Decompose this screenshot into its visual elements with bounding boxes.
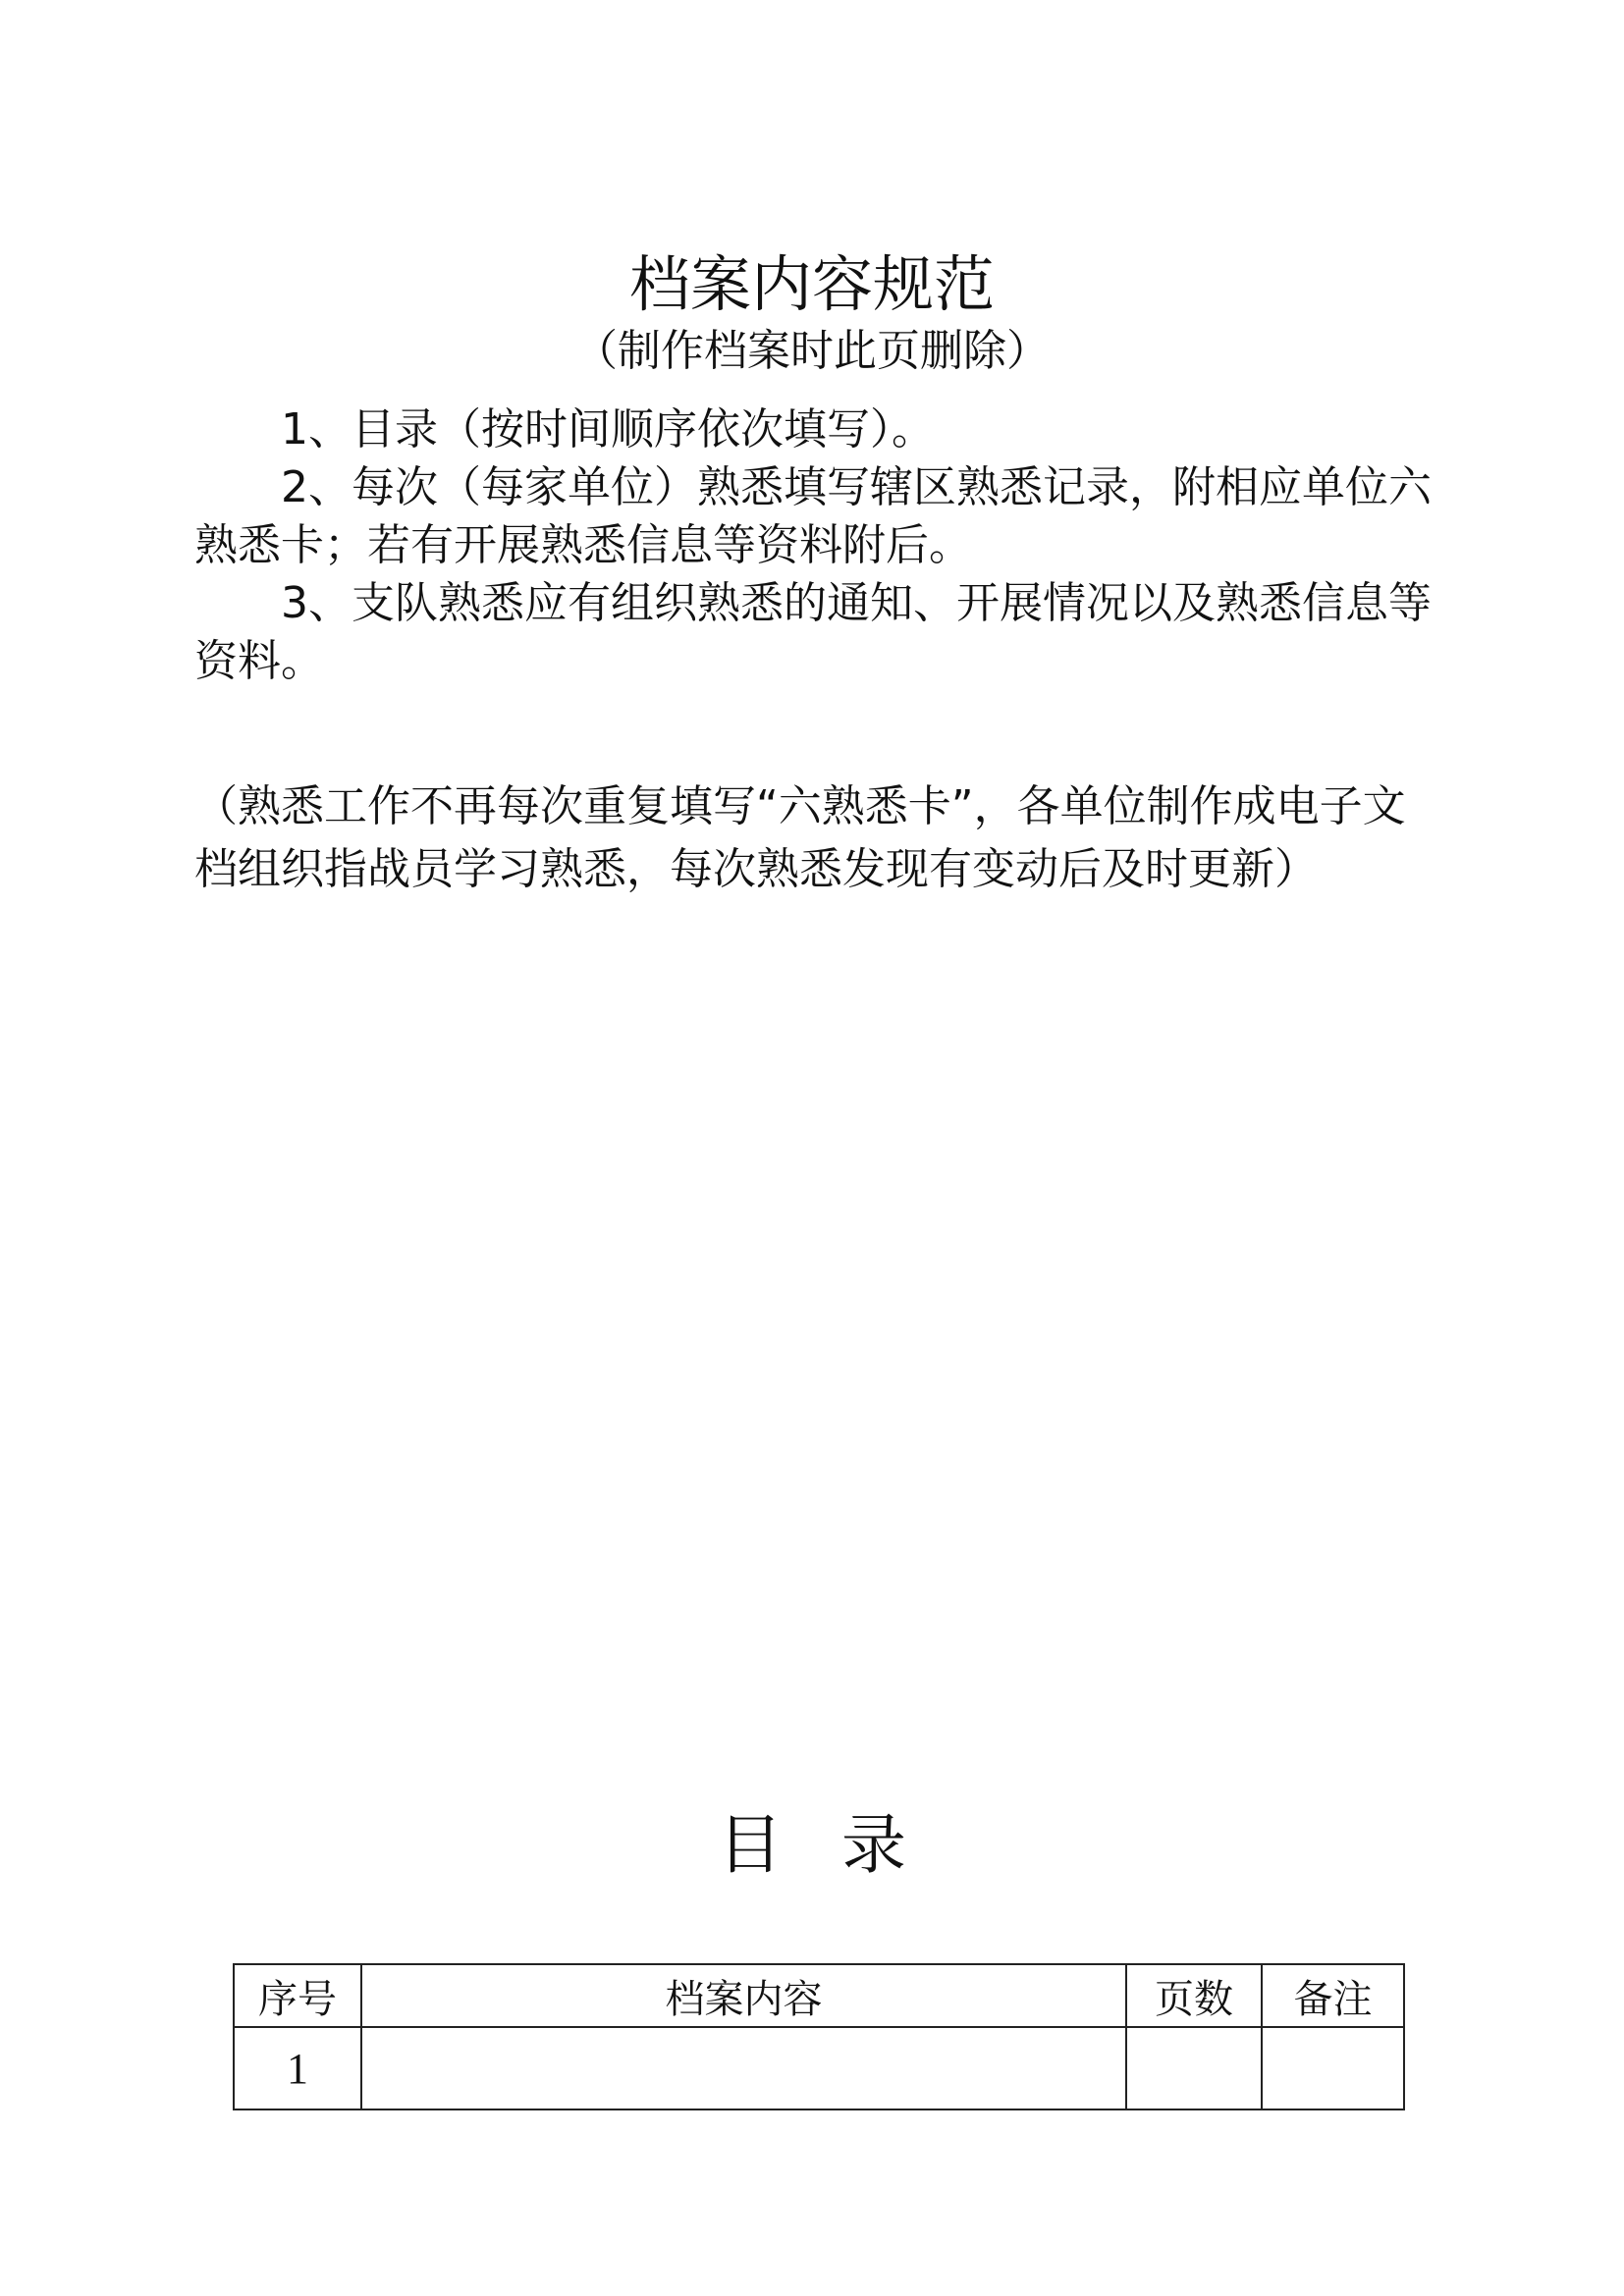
toc-col-remarks: 备注	[1262, 1964, 1404, 2027]
toc-cell-index: 1	[234, 2027, 361, 2109]
toc-cell-pages	[1126, 2027, 1262, 2109]
toc-col-index: 序号	[234, 1964, 361, 2027]
table-row	[234, 2027, 1404, 2109]
toc-header-row	[234, 1964, 1404, 2027]
toc-cell-content	[361, 2027, 1126, 2109]
toc-cell-remarks	[1262, 2027, 1404, 2109]
page-title: 档案内容规范	[628, 248, 995, 320]
note-paragraph: （熟悉工作不再每次重复填写“六熟悉卡”，各单位制作成电子文档组织指战员学习熟悉，每次熟悉发现有变动后及时更新）	[194, 781, 1406, 894]
toc-col-content: 档案内容	[361, 1964, 1126, 2027]
rule-item-3: 3、支队熟悉应有组织熟悉的通知、开展情况以及熟悉信息等资料。	[194, 578, 1432, 686]
rule-item-2: 2、每次（每家单位）熟悉填写辖区熟悉记录，附相应单位六熟悉卡；若有开展熟悉信息等资料附后。	[194, 462, 1432, 570]
page-subtitle: （制作档案时此页删除）	[574, 326, 1050, 376]
toc-col-pages: 页数	[1126, 1964, 1262, 2027]
toc-table	[233, 1963, 1405, 2110]
rules-list	[194, 400, 1447, 690]
toc-heading: 目录	[718, 1807, 965, 1883]
rule-item-1: 1、目录（按时间顺序依次填写）。	[281, 404, 935, 454]
